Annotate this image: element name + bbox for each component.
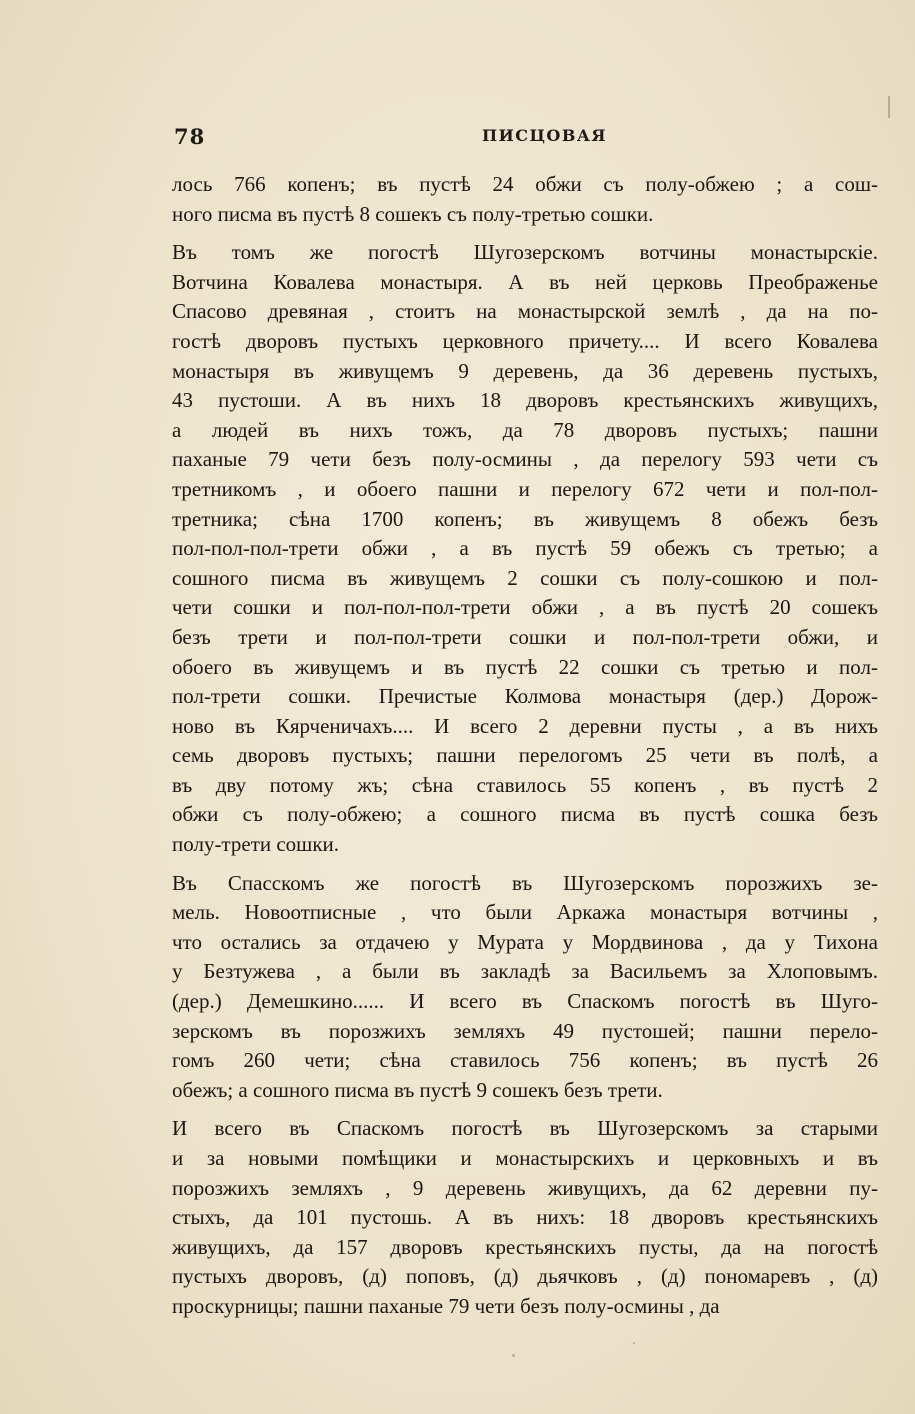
text-line: Въ томъ же погостѣ Шугозерскомъ вотчины монастырскіе. <box>172 240 878 265</box>
text-line: Въ Спасскомъ же погостѣ въ Шугозерскомъ порозжихъ зе- <box>172 870 878 895</box>
running-head: ПИСЦОВАЯ <box>482 126 608 145</box>
paragraph <box>172 1114 878 1321</box>
text-line: у Безтужева , а были въ закладѣ за Васильемъ за Хлоповымъ. <box>172 959 878 984</box>
text-line: стыхъ, да 101 пустошь. А въ нихъ: 18 дворовъ крестьянскихъ <box>172 1205 878 1230</box>
text-line: полу-трети сошки. <box>172 832 340 857</box>
paragraph <box>172 869 878 1106</box>
body-text <box>172 170 878 1322</box>
paragraph-gap <box>172 860 878 869</box>
text-line: обежъ; а сошного писма въ пустѣ 9 сошекъ безъ трети. <box>172 1077 663 1102</box>
text-line: третникомъ , и обоего пашни и перелогу 672 чети и пол-пол- <box>172 476 878 501</box>
text-line: и за новыми помѣщики и монастырскихъ и церковныхъ и въ <box>172 1146 878 1170</box>
text-line: мель. Новоотписные , что были Аркажа монастыря вотчины , <box>172 900 878 925</box>
text-line: зерскомъ въ порозжихъ земляхъ 49 пустошей; пашни перело- <box>172 1018 878 1043</box>
paper-speck <box>512 1354 515 1357</box>
text-line: гомъ 260 чети; сѣна ставилось 756 копенъ; въ пустѣ 26 <box>172 1048 878 1073</box>
text-line: живущихъ, да 157 дворовъ крестьянскихъ пусты, да на погостѣ <box>172 1234 878 1259</box>
text-line: проскурницы; пашни паханые 79 чети безъ полу-осмины , да <box>172 1293 720 1318</box>
page-edge-mark <box>888 96 890 118</box>
text-line: а людей въ нихъ тожъ, да 78 дворовъ пустыхъ; пашни <box>172 417 878 442</box>
text-line: семь дворовъ пустыхъ; пашни перелогомъ 25 чети въ полѣ, а <box>172 743 878 768</box>
text-line: И всего въ Спаскомъ погостѣ въ Шугозерскомъ за старыми <box>172 1116 878 1141</box>
text-line: Спасово древяная , стоитъ на монастырской землѣ , да на по- <box>172 299 878 324</box>
text-line: обоего въ живущемъ и въ пустѣ 22 сошки съ третью и пол- <box>172 654 878 679</box>
paper-speck <box>633 1342 635 1344</box>
text-line: обжи съ полу-обжею; а сошного писма въ пустѣ сошка безъ <box>172 802 878 827</box>
page-header <box>174 124 876 150</box>
text-line: что остались за отдачею у Мурата у Мордвинова , да у Тихона <box>172 929 878 954</box>
text-line: пустыхъ дворовъ, (д) поповъ, (д) дьячковъ , (д) пономаревъ , (д) <box>172 1264 878 1289</box>
page-number: 78 <box>174 124 206 149</box>
text-line: пол-трети сошки. Пречистые Колмова монастыря (дер.) Дорож- <box>172 684 878 709</box>
text-line: Вотчина Ковалева монастыря. А въ ней церковь Преображенье <box>172 269 878 294</box>
paragraph-gap <box>172 1105 878 1114</box>
text-line: пол-пол-пол-трети обжи , а въ пустѣ 59 обежъ съ третью; а <box>172 536 878 561</box>
text-line: паханые 79 чети безъ полу-осмины , да перелогу 593 чети съ <box>172 447 878 472</box>
text-line: сошного писма въ живущемъ 2 сошки съ полу-сошкою и пол- <box>172 565 878 590</box>
text-line: монастыря въ живущемъ 9 деревень, да 36 деревень пустыхъ, <box>172 358 878 383</box>
paragraph <box>172 170 878 229</box>
paragraph <box>172 238 878 859</box>
text-line: лось 766 копенъ; въ пустѣ 24 обжи съ полу-обжею ; а сош- <box>172 172 878 196</box>
text-line: гостѣ дворовъ пустыхъ церковного причету.... И всего Ковалева <box>172 328 878 353</box>
text-line: 43 пустоши. А въ нихъ 18 дворовъ крестьянскихъ живущихъ, <box>172 388 878 413</box>
text-line: въ дву потому жъ; сѣна ставилось 55 копенъ , въ пустѣ 2 <box>172 772 878 797</box>
text-line: третника; сѣна 1700 копенъ; въ живущемъ 8 обежъ безъ <box>172 506 878 531</box>
text-line: порозжихъ земляхъ , 9 деревень живущихъ, да 62 деревни пу- <box>172 1175 878 1200</box>
text-line: чети сошки и пол-пол-пол-трети обжи , а въ пустѣ 20 сошекъ <box>172 595 878 620</box>
text-line: (дер.) Демешкино...... И всего въ Спаскомъ погостѣ въ Шуго- <box>172 989 878 1014</box>
text-line: безъ трети и пол-пол-трети сошки и пол-пол-трети обжи, и <box>172 624 878 649</box>
text-line: ново въ Кярченичахъ.... И всего 2 деревни пусты , а въ нихъ <box>172 713 878 738</box>
paragraph-gap <box>172 229 878 238</box>
text-line: ного писма въ пустѣ 8 сошекъ съ полу-третью сошки. <box>172 201 654 226</box>
